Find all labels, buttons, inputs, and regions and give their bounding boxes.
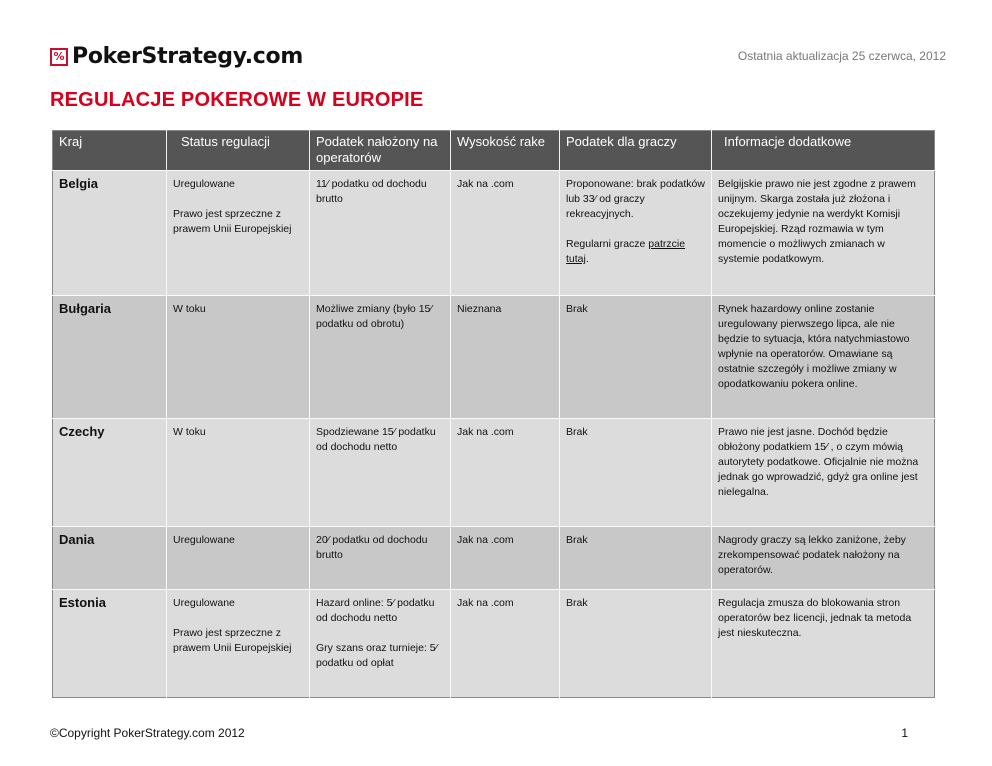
rake-cell: Jak na .com: [451, 590, 560, 698]
operator-tax-text: Spodziewane 15⁄ podatku od dochodu netto: [316, 426, 436, 453]
player-tax-text: Brak: [566, 597, 588, 609]
logo-icon: %: [50, 48, 68, 66]
player-tax-text: Brak: [566, 303, 588, 315]
rake-cell: Jak na .com: [451, 419, 560, 527]
country-cell: Dania: [53, 527, 167, 590]
operator-tax-text: 11⁄ podatku od dochodu brutto: [316, 178, 427, 205]
country-cell: Bułgaria: [53, 296, 167, 419]
col-header-info: Informacje dodatkowe: [712, 131, 935, 171]
country-cell: Czechy: [53, 419, 167, 527]
col-header-operator-tax: Podatek nałożony na operatorów: [310, 131, 451, 171]
status-cell: [167, 590, 310, 698]
page-title: REGULACJE POKEROWE W EUROPIE: [50, 89, 424, 111]
operator-tax-cell: [310, 419, 451, 527]
status-note: Prawo jest sprzeczne z prawem Unii Europejskiej: [173, 208, 292, 235]
player-tax-text: Proponowane: brak podatków lub 33⁄ od graczy rekreacyjnych.: [566, 178, 705, 220]
status-text: Uregulowane: [173, 178, 235, 190]
table-row: [53, 296, 935, 419]
status-text: W toku: [173, 303, 206, 315]
info-cell: Nagrody graczy są lekko zaniżone, żeby zrekompensować podatek nałożony na operatorów.: [712, 527, 935, 590]
player-tax-note: [566, 237, 705, 267]
table-row: [53, 590, 935, 698]
status-cell: [167, 419, 310, 527]
operator-tax-text: Hazard online: 5⁄ podatku od dochodu netto: [316, 597, 435, 624]
logo-text: PokerStrategy.com: [72, 44, 303, 69]
operator-tax-text: Możliwe zmiany (było 15⁄ podatku od obrotu): [316, 303, 433, 330]
last-updated: Ostatnia aktualizacja 25 czerwca, 2012: [737, 49, 946, 63]
logo: [50, 44, 303, 69]
page-number: 1: [901, 726, 908, 740]
operator-tax-cell: [310, 296, 451, 419]
regulation-table: [52, 130, 935, 698]
operator-tax-cell: [310, 171, 451, 296]
player-tax-cell: [560, 171, 712, 296]
info-cell: Rynek hazardowy online zostanie uregulowany pierwszego lipca, ale nie będzie to sytuacja, która natychmiastowo wpłynie na operatorów. Omawiane są ostatnie szczegóły i możliwe zmiany w opodatkowaniu pokera online.: [712, 296, 935, 419]
player-tax-cell: [560, 527, 712, 590]
col-header-status: Status regulacji: [167, 131, 310, 171]
col-header-rake: Wysokość rake: [451, 131, 560, 171]
table-row: [53, 171, 935, 296]
status-text: Uregulowane: [173, 534, 235, 546]
player-tax-text: Brak: [566, 534, 588, 546]
status-cell: [167, 296, 310, 419]
country-cell: Belgia: [53, 171, 167, 296]
player-tax-cell: [560, 296, 712, 419]
col-header-country: Kraj: [53, 131, 167, 171]
table-row: [53, 527, 935, 590]
status-cell: [167, 171, 310, 296]
info-cell: Prawo nie jest jasne. Dochód będzie obłożony podatkiem 15⁄ , o czym mówią autorytety podatkowe. Oficjalnie nie można jednak go wprowadzić, gdyż gra online jest nielegalna.: [712, 419, 935, 527]
player-tax-note-suffix: .: [585, 253, 589, 265]
see-here-link[interactable]: patrzcie tutaj: [566, 238, 686, 265]
operator-tax-text: 20⁄ podatku od dochodu brutto: [316, 534, 428, 561]
status-text: Uregulowane: [173, 597, 235, 609]
copyright: ©Copyright PokerStrategy.com 2012: [50, 726, 245, 740]
table-row: [53, 419, 935, 527]
rake-cell: Jak na .com: [451, 171, 560, 296]
status-note: Prawo jest sprzeczne z prawem Unii Europejskiej: [173, 627, 292, 654]
col-header-player-tax: Podatek dla graczy: [560, 131, 712, 171]
country-cell: Estonia: [53, 590, 167, 698]
player-tax-note-prefix: Regularni gracze: [566, 238, 649, 250]
rake-cell: Nieznana: [451, 296, 560, 419]
info-cell: Belgijskie prawo nie jest zgodne z prawem unijnym. Skarga została już złożona i oczekujemy jedynie na werdykt Komisji Europejskiej. Rząd rozmawia w tym momencie o możliwych zmianach w systemie podatkowym.: [712, 171, 935, 296]
player-tax-cell: [560, 419, 712, 527]
table-header-row: [53, 131, 935, 171]
rake-cell: Jak na .com: [451, 527, 560, 590]
status-text: W toku: [173, 426, 206, 438]
status-cell: [167, 527, 310, 590]
operator-tax-cell: [310, 527, 451, 590]
operator-tax-cell: [310, 590, 451, 698]
player-tax-cell: [560, 590, 712, 698]
operator-tax-note: Gry szans oraz turnieje: 5⁄ podatku od opłat: [316, 642, 438, 669]
info-cell: Regulacja zmusza do blokowania stron operatorów bez licencji, jednak ta metoda jest nieskuteczna.: [712, 590, 935, 698]
player-tax-text: Brak: [566, 426, 588, 438]
